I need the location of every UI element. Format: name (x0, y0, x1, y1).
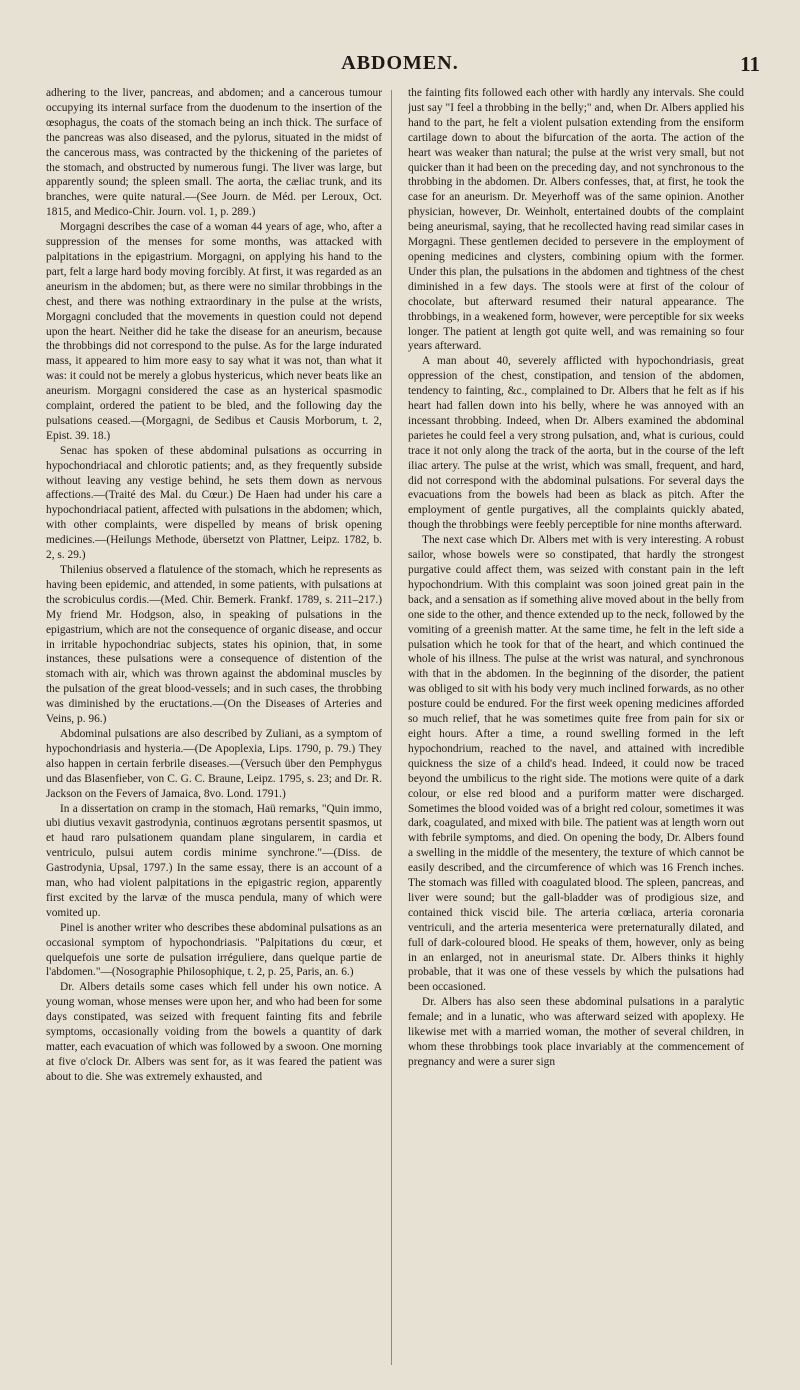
paragraph: The next case which Dr. Albers met with is very interesting. A robust sailor, whose bowels were so constipated, that hardly the strongest purgative could affect them, was seized with constant pain in the left hypochondrium. With this complaint was soon joined great pain in the back, and a sensation as if something alive moved about in the belly from one side to the other, and thence extended up to the neck, followed by the vomiting of a greenish matter. At the same time, he felt in the left side a pulsation which he took for that of the heart, and which continued the whole of his illness. The pulse at the wrist was natural, and synchronous with that in the abdomen. In the beginning of the disorder, the patient was obliged to sit with his body very much inclined forwards, as no other posture could be endured. For the first week opening medicines afforded so much relief, that he was sometimes quite free from pain for six or eight hours. After a time, a round swelling formed in the left hypochondrium, reached to the navel, and attained with incredible quickness the size of a child's head. Indeed, it could now be traced beyond the umbilicus to the right side. The motions were quite of a dark colour, or else red blood and a puriform matter were discharged. Sometimes the blood voided was of a bright red colour, sometimes it was dark, coagulated, and mixed with bile. The patient was at length worn out with febrile symptoms, and died. On opening the body, Dr. Albers found a swelling in the middle of the mesentery, the texture of which cannot be easily described, and the circumference of which was 16 French inches. The stomach was filled with coagulated blood. The spleen, pancreas, and liver were sound; but the gall-bladder was of prodigious size, and contained thick viscid bile. The arteria cœliaca, arteria coronaria ventriculi, and the arteria mesenterica were preternaturally dilated, and full of dark-coloured blood. He speaks of them, however, only as being in an enlarged, not in aneurismal state. Dr. Albers thinks it highly probable, that it was one of these vessels by which the pulsations had been occasioned. (408, 534, 744, 994)
paragraph: Morgagni describes the case of a woman 44 years of age, who, after a suppression of the menses for some months, was attacked with palpitations in the epigastrium. Morgagni, on applying his hand to the part, felt a large hard body moving forcibly. At first, it was regarded as an aneurism in the abdomen; but, as there were no similar throbbings in the chest, and there was nothing extraordinary in the pulse at the wrists, Morgagni concluded that the movements in question could not depend upon the heart. Neither did he take the disease for an aneurism, because the throbbings did not correspond to the pulse. As for the large indurated mass, it appeared to him more easy to say what it was not, than what it was: it could not be merely a globus hystericus, which never beats like an aneurism. Morgagni considered the case as an hysterical spasmodic complaint, ordered the patient to be bled, and the following day the pulsations ceased.—(Morgagni, de Sedibus et Causis Morborum, t. 2, Epist. 39. 18.) (46, 221, 382, 442)
paragraph: adhering to the liver, pancreas, and abdomen; and a cancerous tumour occupying its internal surface from the duodenum to the insertion of the œsophagus, the coats of the stomach being an inch thick. The surface of the pancreas was also diseased, and the pylorus, situated in the midst of the cancerous mass, was contracted by the thickening of the parietes of the stomach, and obstructed by numerous fungi. The liver was large, but apparently sound; the spleen small. The aorta, the cæliac trunk, and its branches, were quite natural.—(See Journ. de Méd. per Leroux, Oct. 1815, and Medico-Chir. Journ. vol. 1, p. 289.) (46, 87, 382, 219)
column-divider (391, 90, 392, 1365)
paragraph: Abdominal pulsations are also described by Zuliani, as a symptom of hypochondriasis and hysteria.—(De Apoplexia, Lips. 1790, p. 79.) They also happen in certain ferbrile diseases.—(Versuch über den Pemphygus und das Blasenfieber, von C. G. C. Braune, Leipz. 1795, s. 23; and Dr. R. Jackson on the Fevers of Jamaica, 8vo. Lond. 1791.) (46, 727, 382, 800)
paragraph: In a dissertation on cramp in the stomach, Haü remarks, "Quin immo, ubi diutius vexavit gastrodynia, continuos ægrotans persentit spasmos, ut et haud raro pulsationem quandam plane singularem, in cardia et ventriculo, pulsui autem cordis minime synchrone."—(Diss. de Gastrodynia, Upsal, 1797.) In the same essay, there is an account of a man, who had violent palpitations in the epigastric region, apparently first excited by the larvæ of the musca pendula, many of which were vomited up. (46, 802, 382, 919)
paragraph: Senac has spoken of these abdominal pulsations as occurring in hypochondriacal and chlorotic patients; and, as they frequently subside without leaving any vestige behind, he sets them down as nervous affections.—(Traité des Mal. du Cœur.) De Haen had under his care a hypochondriacal patient, affected with pulsations in the abdomen; which, with other complaints, were dispelled by means of brisk opening medicines.—(Heilungs Methode, übersetzt von Plattner, Leipz. 1782, b. 2, s. 29.) (46, 444, 382, 562)
paragraph: Thilenius observed a flatulence of the stomach, which he represents as having been epidemic, and attended, in some patients, with pulsations at the scrobiculus cordis.—(Med. Chir. Bemerk. Frankf. 1789, s. 211–217.) My friend Mr. Hodgson, also, in speaking of pulsations in the epigastrium, which are not the consequence of organic disease, and occur in irritable hypochondriac subjects, states his opinion, that, in some instances, these pulsations were a consequence of distention of the stomach with air, which was thrown against the abdominal muscles by the pulsation of the great blood-vessels; and in such cases, the throbbing was diminished by the eructations.—(On the Diseases of Arteries and Veins, p. 96.) (46, 564, 382, 726)
paragraph: Dr. Albers details some cases which fell under his own notice. A young woman, whose menses were upon her, and who had been for some days constipated, was seized with frequent fainting fits and febrile symptoms, occasionally voiding from the bowels a quantity of dark matter, each evacuation of which was followed by a swoon. One morning at five o'clock Dr. Albers was sent for, as it was feared the patient was about to die. She was extremely exhausted, and (46, 981, 382, 1083)
right-column (408, 86, 744, 1368)
paragraph: the fainting fits followed each other with hardly any intervals. She could just say "I feel a throbbing in the belly;" and, when Dr. Albers applied his hand to the part, he felt a violent pulsation extending from the ensiform cartilage down to about the bifurcation of the aorta. The action of the heart was weaker than natural; the pulse at the wrist very small, but not quicker than it had been on the preceding day, and not synchronous to the throbbing in the abdomen. Dr. Albers confesses, that, at first, he took the case for an aneurism. Dr. Meyerhoff was of the same opinion. Another physician, however, Dr. Weinholt, entertained doubts of the complaint being aneurismal, saying, that he recollected having read similar cases in Morgagni. These gentlemen decided to persevere in the employment of opening medicines and clysters, combining opium with the former. Under this plan, the pulsations in the abdomen and tightness of the chest diminished in a few days. The stools were at first of the colour of chocolate, but afterward resumed their natural appearance. The throbbings, in a weakened form, however, were perceptible for six weeks longer. The patient at length got quite well, and was remaining so four years afterward. (408, 87, 744, 353)
paragraph: Pinel is another writer who describes these abdominal pulsations as an occasional symptom of hypochondriasis. "Palpitations du cœur, et quelquefois une sorte de pulsation irréguliere, dans quelque partie de l'abdomen."—(Nosographie Philosophique, t. 2, p. 25, Paris, an. 6.) (46, 921, 382, 979)
page-header (0, 52, 800, 82)
left-column (46, 86, 382, 1368)
paragraph: A man about 40, severely afflicted with hypochondriasis, great oppression of the chest, constipation, and tension of the abdomen, tendency to fainting, &c., complained to Dr. Albers that he felt as if his heart had fallen down into his belly, where he was annoyed with an incessant throbbing. Indeed, when Dr. Albers examined the abdominal parietes he could feel a very strong pulsation, and, what is curious, could trace it not only along the track of the aorta, but in the course of the left iliac artery. The pulse at the wrist, which was small, frequent, and hard, did not correspond with the abdominal pulsations. For several days the evacuations from the bowels had been as black as pitch. After the employment of gentle purgatives, all the complaints quickly abated, though the throbbings were feebly perceptible for nine months afterward. (408, 355, 744, 532)
paragraph: Dr. Albers has also seen these abdominal pulsations in a paralytic female; and in a lunatic, who was afterward seized with apoplexy. He likewise met with a married woman, the mother of several children, in whom these throbbings took place invariably at the commencement of pregnancy and were a surer sign (408, 996, 744, 1068)
running-head: ABDOMEN. (341, 52, 459, 74)
page-number: 11 (740, 52, 760, 76)
